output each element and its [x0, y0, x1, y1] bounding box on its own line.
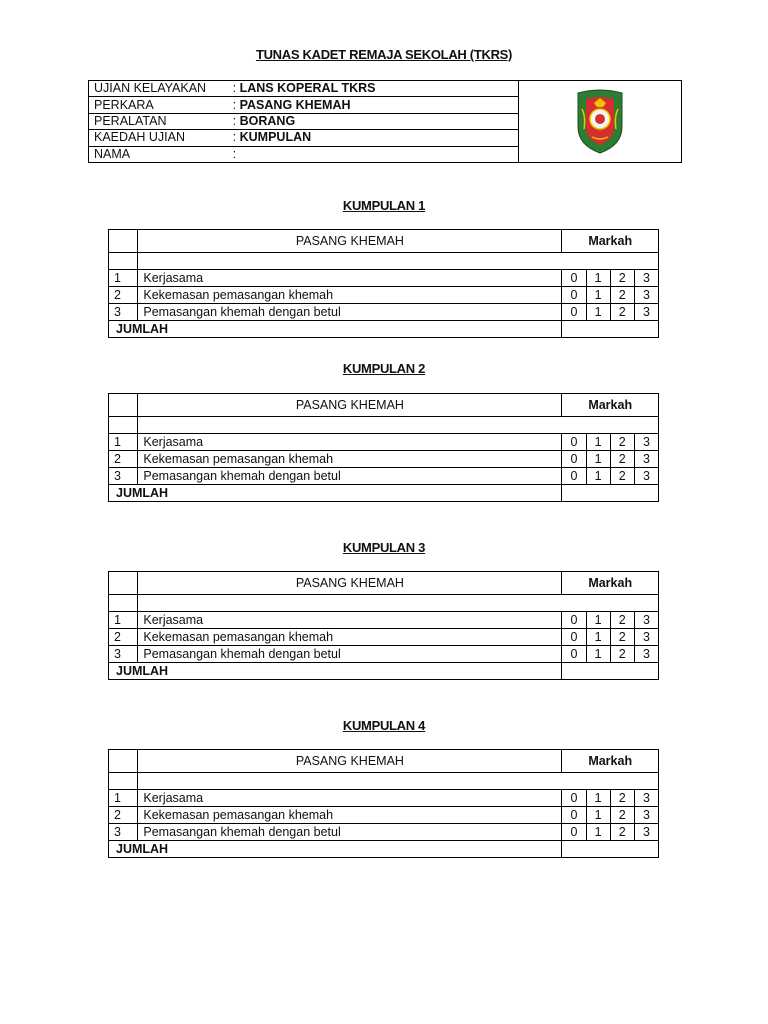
criterion-number: 2 — [109, 287, 138, 304]
score-option[interactable]: 1 — [586, 451, 610, 468]
score-option[interactable]: 2 — [610, 629, 634, 646]
info-label: NAMA — [89, 146, 228, 162]
score-option[interactable]: 3 — [634, 807, 658, 824]
criterion-label: Kekemasan pemasangan khemah — [138, 807, 562, 824]
table-row — [109, 790, 659, 807]
criterion-label: Kekemasan pemasangan khemah — [138, 287, 562, 304]
info-value-text: PASANG KHEMAH — [239, 97, 351, 112]
info-value: : KUMPULAN — [228, 130, 519, 146]
score-option[interactable]: 0 — [562, 807, 586, 824]
criterion-number: 3 — [109, 646, 138, 663]
score-option[interactable]: 2 — [610, 434, 634, 451]
score-option[interactable]: 0 — [562, 287, 586, 304]
table-row — [109, 646, 659, 663]
score-option[interactable]: 2 — [610, 790, 634, 807]
score-option[interactable]: 3 — [634, 287, 658, 304]
info-value: : PASANG KHEMAH — [228, 97, 519, 113]
criterion-number: 1 — [109, 270, 138, 287]
score-option[interactable]: 3 — [634, 270, 658, 287]
total-label: JUMLAH — [109, 841, 562, 858]
total-value[interactable] — [562, 663, 659, 680]
score-option[interactable]: 1 — [586, 612, 610, 629]
score-option[interactable]: 1 — [586, 270, 610, 287]
score-option[interactable]: 3 — [634, 434, 658, 451]
total-row — [109, 321, 659, 338]
score-option[interactable]: 3 — [634, 629, 658, 646]
criterion-label: Kekemasan pemasangan khemah — [138, 629, 562, 646]
total-value[interactable] — [562, 485, 659, 502]
score-option[interactable]: 0 — [562, 790, 586, 807]
table-row — [109, 807, 659, 824]
score-option[interactable]: 1 — [586, 629, 610, 646]
score-option[interactable]: 3 — [634, 468, 658, 485]
score-option[interactable]: 1 — [586, 468, 610, 485]
score-option[interactable]: 3 — [634, 790, 658, 807]
criterion-number: 2 — [109, 451, 138, 468]
score-table — [108, 393, 659, 502]
criterion-label: Pemasangan khemah dengan betul — [138, 646, 562, 663]
score-option[interactable]: 2 — [610, 646, 634, 663]
criterion-number: 2 — [109, 629, 138, 646]
score-option[interactable]: 2 — [610, 824, 634, 841]
total-value[interactable] — [562, 841, 659, 858]
info-table — [88, 80, 682, 163]
info-label: PERALATAN — [89, 113, 228, 129]
criterion-number: 1 — [109, 612, 138, 629]
table-header: PASANG KHEMAH — [138, 394, 562, 417]
score-option[interactable]: 0 — [562, 304, 586, 321]
total-row — [109, 663, 659, 680]
logo-cell — [519, 81, 682, 163]
score-option[interactable]: 3 — [634, 451, 658, 468]
score-option[interactable]: 1 — [586, 646, 610, 663]
score-option[interactable]: 1 — [586, 304, 610, 321]
marks-header: Markah — [562, 230, 659, 253]
table-header: PASANG KHEMAH — [138, 750, 562, 773]
table-row — [109, 612, 659, 629]
marks-header: Markah — [562, 394, 659, 417]
score-option[interactable]: 0 — [562, 451, 586, 468]
group-heading: KUMPULAN 2 — [342, 361, 426, 376]
group-heading: KUMPULAN 1 — [342, 198, 426, 213]
score-option[interactable]: 3 — [634, 824, 658, 841]
score-table — [108, 749, 659, 858]
info-label: UJIAN KELAYAKAN — [89, 81, 228, 97]
score-option[interactable]: 0 — [562, 824, 586, 841]
score-option[interactable]: 0 — [562, 468, 586, 485]
criterion-label: Pemasangan khemah dengan betul — [138, 304, 562, 321]
table-header: PASANG KHEMAH — [138, 572, 562, 595]
score-option[interactable]: 3 — [634, 304, 658, 321]
document-title: TUNAS KADET REMAJA SEKOLAH (TKRS) — [255, 47, 513, 62]
info-value-name[interactable]: : — [228, 146, 519, 162]
criterion-label: Kekemasan pemasangan khemah — [138, 451, 562, 468]
criterion-number: 1 — [109, 434, 138, 451]
group-heading: KUMPULAN 3 — [342, 540, 426, 555]
marks-header: Markah — [562, 750, 659, 773]
score-option[interactable]: 2 — [610, 451, 634, 468]
total-value[interactable] — [562, 321, 659, 338]
table-row — [109, 629, 659, 646]
criterion-label: Kerjasama — [138, 434, 562, 451]
criterion-label: Kerjasama — [138, 270, 562, 287]
score-option[interactable]: 0 — [562, 629, 586, 646]
criterion-label: Pemasangan khemah dengan betul — [138, 468, 562, 485]
score-option[interactable]: 0 — [562, 646, 586, 663]
info-value-text: LANS KOPERAL TKRS — [239, 81, 376, 96]
info-row — [89, 81, 682, 97]
score-option[interactable]: 2 — [610, 612, 634, 629]
score-option[interactable]: 2 — [610, 270, 634, 287]
score-option[interactable]: 0 — [562, 270, 586, 287]
table-row — [109, 824, 659, 841]
score-table — [108, 571, 659, 680]
score-option[interactable]: 3 — [634, 646, 658, 663]
info-value-text: BORANG — [239, 113, 296, 128]
tkrs-crest-logo — [574, 87, 626, 155]
score-option[interactable]: 2 — [610, 304, 634, 321]
score-option[interactable]: 2 — [610, 287, 634, 304]
score-option[interactable]: 2 — [610, 807, 634, 824]
table-row — [109, 287, 659, 304]
marks-header: Markah — [562, 572, 659, 595]
total-row — [109, 841, 659, 858]
criterion-number: 3 — [109, 824, 138, 841]
criterion-number: 1 — [109, 790, 138, 807]
score-option[interactable]: 0 — [562, 434, 586, 451]
score-option[interactable]: 2 — [610, 468, 634, 485]
score-option[interactable]: 1 — [586, 807, 610, 824]
score-option[interactable]: 1 — [586, 434, 610, 451]
criterion-number: 3 — [109, 468, 138, 485]
score-option[interactable]: 0 — [562, 612, 586, 629]
criterion-label: Kerjasama — [138, 790, 562, 807]
criterion-number: 2 — [109, 807, 138, 824]
info-value: : BORANG — [228, 113, 519, 129]
table-row — [109, 451, 659, 468]
score-option[interactable]: 1 — [586, 824, 610, 841]
table-row — [109, 304, 659, 321]
info-value-text: KUMPULAN — [239, 130, 312, 145]
table-row — [109, 434, 659, 451]
total-label: JUMLAH — [109, 485, 562, 502]
criterion-label: Kerjasama — [138, 612, 562, 629]
info-value: : LANS KOPERAL TKRS — [228, 81, 519, 97]
table-row — [109, 270, 659, 287]
score-table — [108, 229, 659, 338]
group-heading: KUMPULAN 4 — [342, 718, 426, 733]
score-option[interactable]: 1 — [586, 287, 610, 304]
total-row — [109, 485, 659, 502]
score-option[interactable]: 1 — [586, 790, 610, 807]
total-label: JUMLAH — [109, 663, 562, 680]
score-option[interactable]: 3 — [634, 612, 658, 629]
criterion-label: Pemasangan khemah dengan betul — [138, 824, 562, 841]
info-label: KAEDAH UJIAN — [89, 130, 228, 146]
info-label: PERKARA — [89, 97, 228, 113]
table-row — [109, 468, 659, 485]
total-label: JUMLAH — [109, 321, 562, 338]
criterion-number: 3 — [109, 304, 138, 321]
table-header: PASANG KHEMAH — [138, 230, 562, 253]
